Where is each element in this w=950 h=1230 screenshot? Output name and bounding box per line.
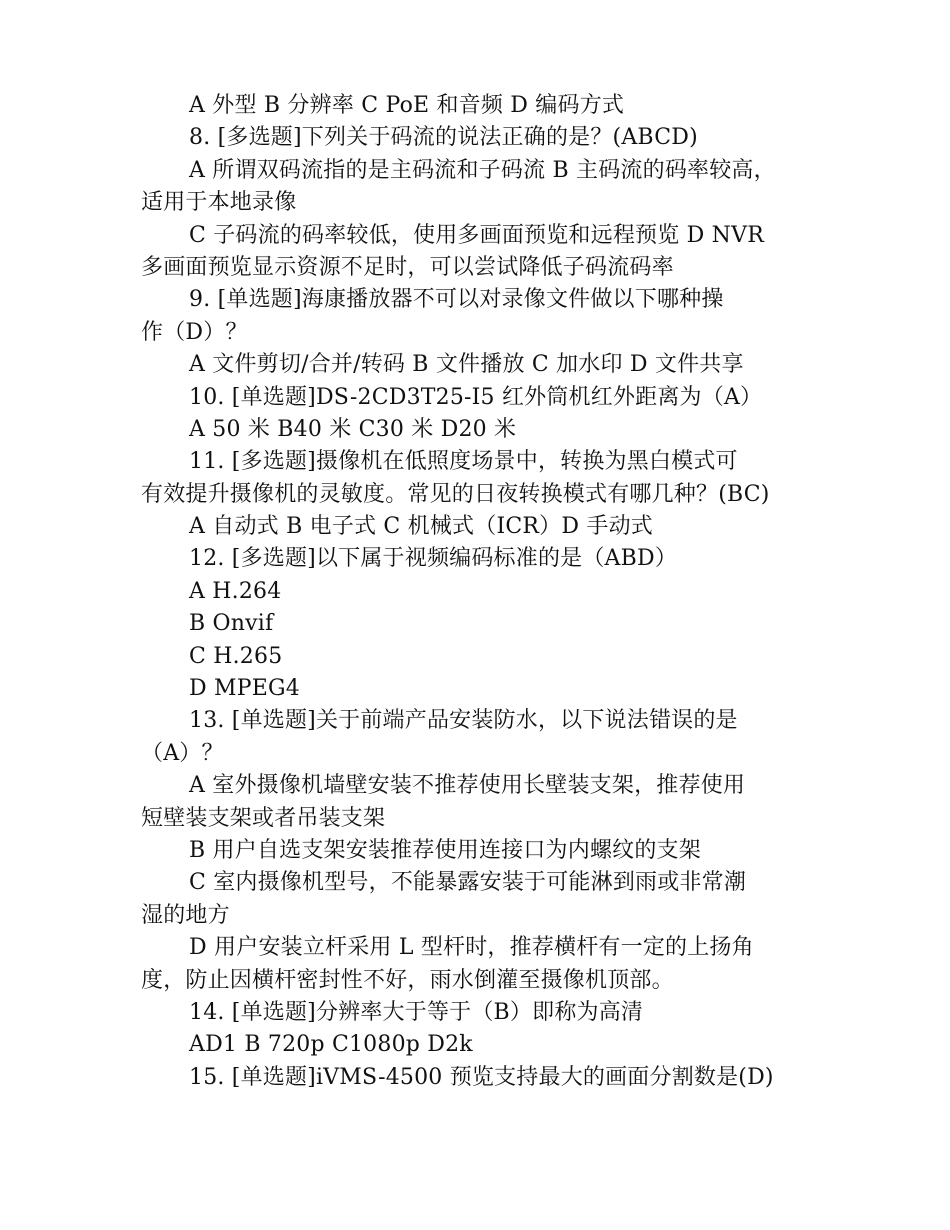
text-line: 适用于本地录像: [141, 190, 297, 216]
text-line: 作（D）？: [141, 319, 248, 345]
text-line: AD1 B 720p C1080p D2k: [189, 1032, 473, 1058]
text-line: 多画面预览显示资源不足时，可以尝试降低子码流码率: [141, 254, 674, 280]
question-8: 8. [多选题]下列关于码流的说法正确的是？(ABCD): [189, 125, 698, 151]
option-line: C H.265: [189, 643, 283, 669]
text-line: C 子码流的码率较低，使用多画面预览和远程预览 D NVR: [189, 222, 764, 248]
question-9: 9. [单选题]海康播放器不可以对录像文件做以下哪种操: [189, 287, 724, 313]
text-line: A 50 米 B40 米 C30 米 D20 米: [189, 416, 517, 442]
text-line: C 室内摄像机型号，不能暴露安装于可能淋到雨或非常潮: [189, 870, 747, 896]
text-line: 短壁装支架或者吊装支架: [141, 805, 386, 831]
option-line: B Onvif: [189, 611, 274, 637]
question-14: 14. [单选题]分辨率大于等于（B）即称为高清: [189, 999, 644, 1025]
text-line: 有效提升摄像机的灵敏度。常见的日夜转换模式有哪几种？(BC): [141, 481, 770, 507]
text-line: D 用户安装立杆采用 L 型杆时，推荐横杆有一定的上扬角: [189, 935, 754, 961]
text-line: B 用户自选支架安装推荐使用连接口为内螺纹的支架: [189, 837, 701, 863]
text-line: A 自动式 B 电子式 C 机械式（ICR）D 手动式: [189, 514, 653, 540]
question-13: 13. [单选题]关于前端产品安装防水，以下说法错误的是: [189, 708, 738, 734]
question-10: 10. [单选题]DS-2CD3T25-I5 红外筒机红外距离为（A）: [189, 384, 763, 410]
option-line: A H.264: [189, 578, 282, 604]
text-line: A 所谓双码流指的是主码流和子码流 B 主码流的码率较高，: [189, 157, 776, 183]
text-line: 湿的地方: [141, 902, 230, 928]
question-15: 15. [单选题]iVMS-4500 预览支持最大的画面分割数是(D): [189, 1064, 774, 1090]
question-11: 11. [多选题]摄像机在低照度场景中，转换为黑白模式可: [189, 449, 738, 475]
document-body: [141, 90, 821, 1094]
question-12: 12. [多选题]以下属于视频编码标准的是（ABD）: [189, 546, 678, 572]
option-line: D MPEG4: [189, 676, 300, 702]
text-line: A 室外摄像机墙壁安装不推荐使用长壁装支架，推荐使用: [189, 773, 746, 799]
text-line: 度，防止因横杆密封性不好，雨水倒灌至摄像机顶部。: [141, 967, 674, 993]
text-line: A 外型 B 分辨率 C PoE 和音频 D 编码方式: [189, 93, 625, 118]
text-line: A 文件剪切/合并/转码 B 文件播放 C 加水印 D 文件共享: [189, 352, 744, 378]
text-line: （A）？: [141, 740, 224, 766]
